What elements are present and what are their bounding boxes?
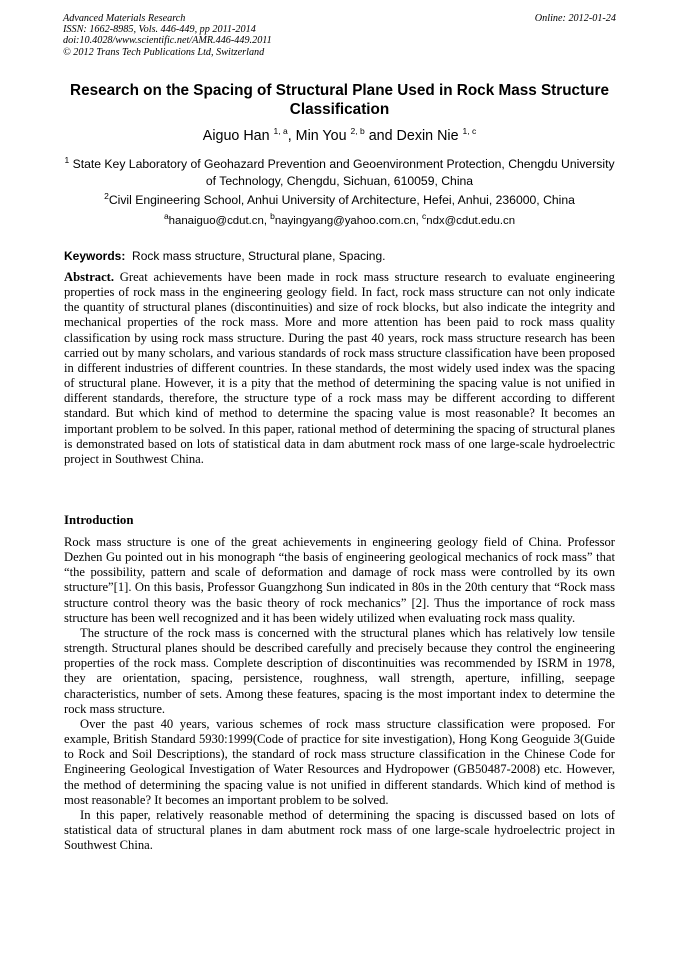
author-name: Aiguo Han — [202, 128, 270, 144]
doi-line[interactable]: doi:10.4028/www.scientific.net/AMR.446-449.2011 — [63, 35, 272, 47]
journal-name: Advanced Materials Research — [63, 13, 186, 24]
email-list — [63, 211, 616, 229]
author-affiliation-marker: 1, a — [273, 126, 288, 137]
issn-line: ISSN: 1662-8985, Vols. 446-449, pp 2011-2014 — [63, 24, 256, 36]
paragraph: Rock mass structure is one of the great achievements in engineering geology field of China. Professor Dezhen Gu pointed out in his monograph “the basis of engineering geological mechanics of rock mass” that “the possibility, pattern and scale of deformation and damage of rock mass were controlled by its own structure”[1]. On this basis, Professor Guangzhong Sun indicated in 80s in the 20th century that “Rock mass structure control theory was the basic theory of rock mechanics” [2]. Thus the importance of rock mass structure has been well recognized and it has been widely utilized when evaluating rock mass quality. — [64, 535, 615, 625]
keywords — [64, 249, 616, 264]
affiliation-text: State Key Laboratory of Geohazard Prevention and Geoenvironment Protection, Chengdu University of Technology, Chengdu, Sichuan, 610059, China — [72, 157, 615, 188]
abstract-label: Abstract. — [64, 270, 115, 284]
keywords-text: Rock mass structure, Structural plane, Spacing. — [132, 249, 386, 263]
keywords-label: Keywords: — [64, 249, 126, 263]
paper-title: Research on the Spacing of Structural Plane Used in Rock Mass Structure Classification — [70, 82, 609, 118]
affiliation-2 — [63, 192, 616, 209]
email-marker: a — [163, 211, 169, 222]
email-marker: b — [270, 211, 275, 222]
author-affiliation-marker: 2, b — [350, 126, 365, 137]
affiliation-marker: 1 — [64, 154, 70, 165]
author-separator: , — [287, 128, 296, 144]
paragraph: The structure of the rock mass is concerned with the structural planes which has relatively low tensile strength. Structural planes should be described carefully and precisely because they control the engineering properties of the rock mass. Complete description of discontinuities was recommended by ISRM in 1978, they are orientation, spacing, persistence, roughness, wall strength, aperture, infilling, seepage characteristics, number of sets. Among these features, spacing is the most important index to determine the rock mass structure. — [64, 625, 615, 716]
abstract-text: Great achievements have been made in rock mass structure research to evaluate engineering properties of rock mass in the engineering geology field. In fact, rock mass structure can not only indicate the quantity of structural planes (discontinuities) and size of rock blocks, but also indicate the integrity and mechanical properties of the rock mass. More and more attention has been paid to rock mass quality classification by using rock mass structure. During the past 40 years, rock mass structure research has been carried out by many scholars, and various standards of rock mass structure classification have been proposed in different industries of different countries. In these standards, the most widely used index was the spacing of structural plane. However, it is a pity that the method of determining the spacing value is not unified in different standards, therefore, the structure type of a rock mass may be different according to different standard. But which kind of method to determine the spacing value is most reasonable? It becomes an important problem to be solved. In this paper, rational method of determining the spacing of structural planes is demonstrated based on lots of statistical data in dam abutment rock mass of one large-scale hydroelectric project in Southwest China. — [64, 270, 615, 466]
paragraph: In this paper, relatively reasonable method of determining the spacing is discussed based on lots of statistical data of structural planes in dam abutment rock mass of one large-scale hydroelectric project in Southwest China. — [64, 807, 615, 853]
abstract — [64, 270, 615, 467]
section-heading-introduction: Introduction — [64, 513, 134, 527]
paragraph: Over the past 40 years, various schemes of rock mass structure classification were proposed. For example, British Standard 5930:1999(Code of practice for site investigation), Hong Kong Geoguide 3(Guide to Rock and Soil Descriptions), the standard of rock mass structure classification in the Chinese Code for Engineering Geological Investigation of Water Resources and Hydropower (GB50487-2008) etc. However, the method of determining the spacing value is not unified in different standards. Which kind of method is most reasonable? It becomes an important problem to be solved. — [64, 716, 615, 807]
online-date: Online: 2012-01-24 — [534, 13, 616, 24]
email-address[interactable]: ndx@cdut.edu.cn — [426, 215, 516, 227]
email-marker: c — [421, 211, 427, 222]
journal-header — [63, 13, 616, 58]
author-name: Dexin Nie — [396, 128, 459, 144]
author-conjunction: and — [368, 128, 397, 144]
author-list — [63, 128, 616, 145]
affiliation-marker: 2 — [104, 190, 109, 201]
author-name: Min You — [295, 128, 347, 144]
affiliation-1 — [63, 156, 616, 189]
introduction-body — [64, 535, 615, 853]
affiliation-text: Civil Engineering School, Anhui University of Architecture, Hefei, Anhui, 236000, China — [108, 193, 575, 207]
copyright-line: © 2012 Trans Tech Publications Ltd, Switzerland — [63, 46, 265, 58]
email-address[interactable]: nayingyang@yahoo.com.cn, — [274, 215, 422, 227]
email-address[interactable]: hanaiguo@cdut.cn, — [168, 215, 271, 227]
author-affiliation-marker: 1, c — [462, 126, 477, 137]
